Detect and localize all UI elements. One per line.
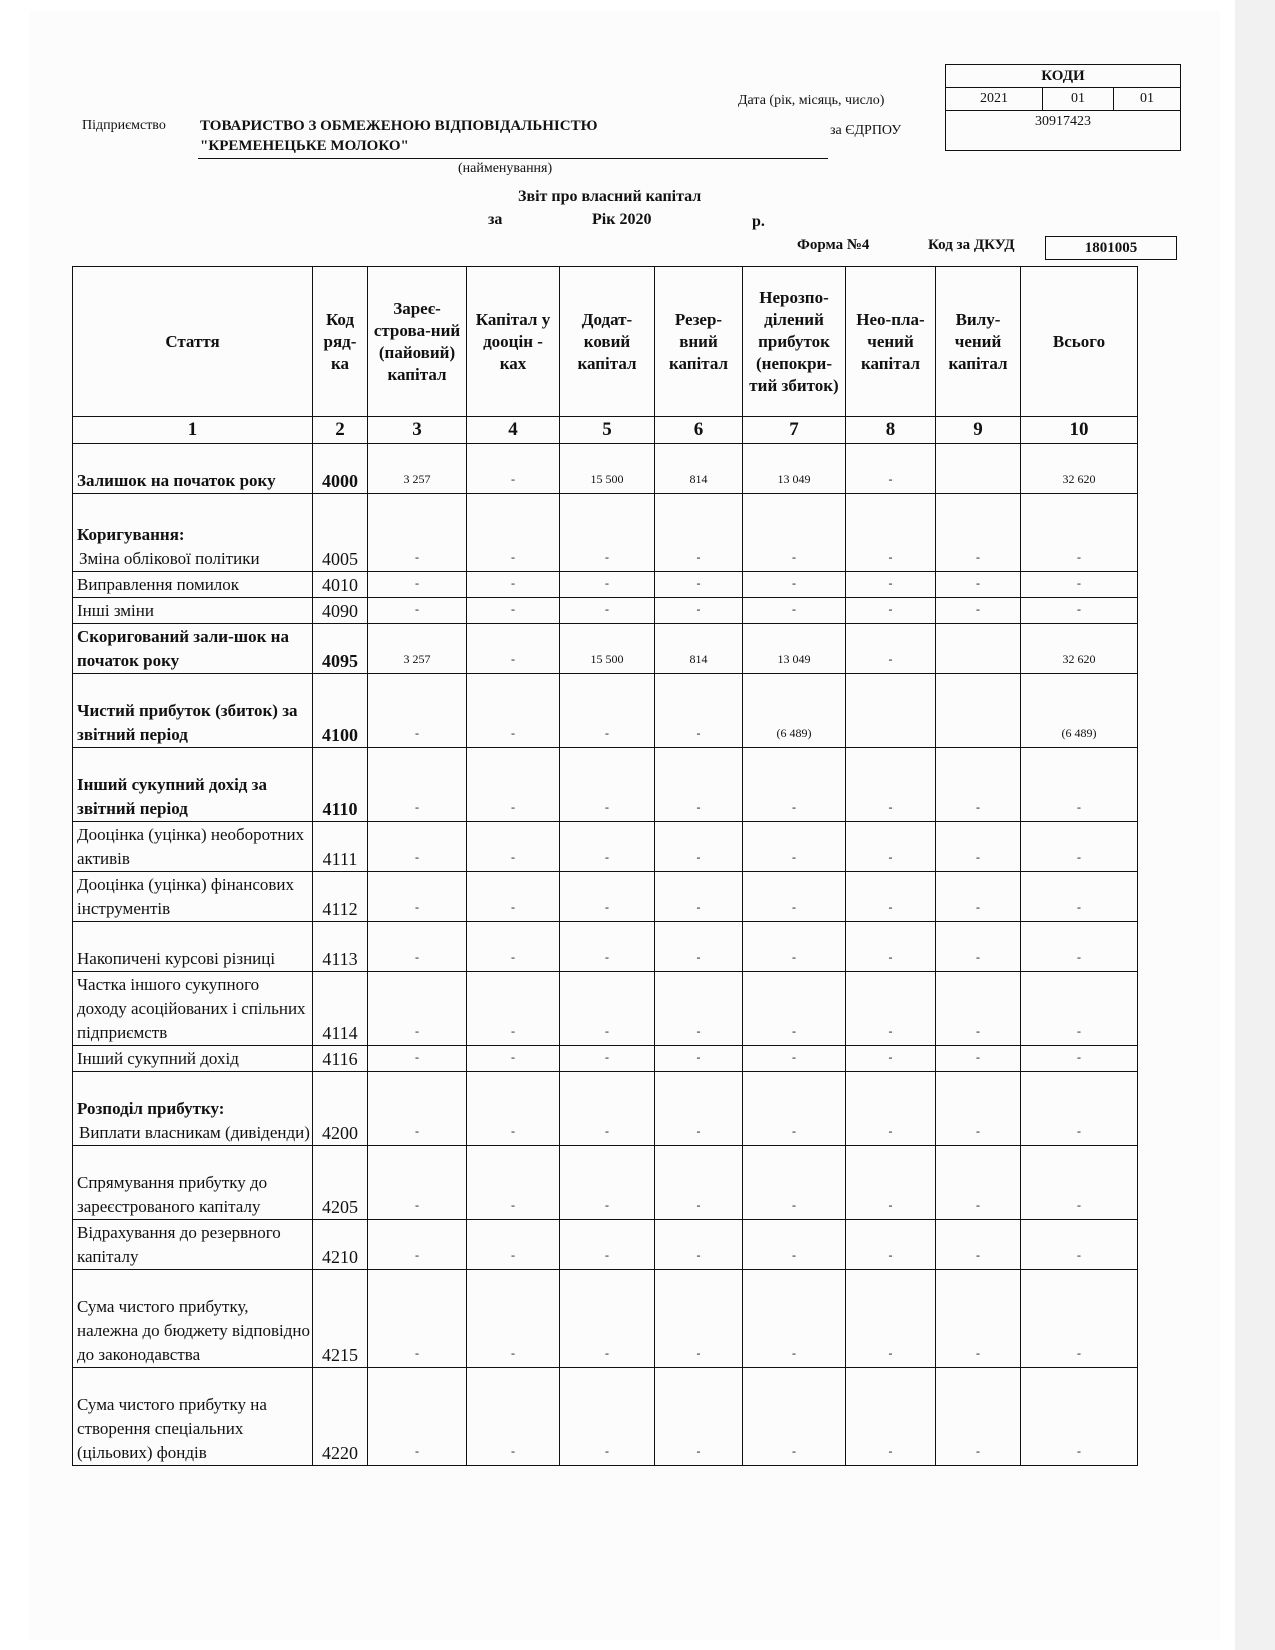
row-label [73, 872, 313, 922]
table-row [73, 922, 1138, 972]
row-code: 4210 [313, 1220, 368, 1270]
scan-edge [1235, 0, 1275, 1650]
cell-col-7: - [743, 1220, 846, 1270]
cell-col-7: 13 049 [743, 444, 846, 494]
cell-col-9: - [936, 1146, 1021, 1220]
row-label [73, 922, 313, 972]
row-title: Залишок на початок року [77, 471, 276, 490]
cell-col-8: - [846, 972, 936, 1046]
row-title: Коригування: [77, 525, 185, 544]
cell-col-3: - [368, 1046, 467, 1072]
row-code: 4215 [313, 1270, 368, 1368]
cell-col-8: - [846, 822, 936, 872]
cell-col-4: - [467, 1146, 560, 1220]
cell-col-9: - [936, 748, 1021, 822]
cell-col-8: - [846, 1046, 936, 1072]
table-row [73, 972, 1138, 1046]
cell-col-4: - [467, 1270, 560, 1368]
row-label [73, 748, 313, 822]
column-header-8: Нео-пла-чений капітал [846, 267, 936, 417]
cell-col-5: - [560, 922, 655, 972]
table-row [73, 674, 1138, 748]
column-number-6: 6 [655, 417, 743, 444]
cell-col-7: (6 489) [743, 674, 846, 748]
dkud-code: 1801005 [1045, 236, 1177, 260]
cell-col-10: - [1021, 748, 1138, 822]
row-label [73, 598, 313, 624]
row-code: 4111 [313, 822, 368, 872]
cell-col-8: - [846, 1072, 936, 1146]
cell-col-4: - [467, 1046, 560, 1072]
cell-col-3: - [368, 748, 467, 822]
cell-col-8: - [846, 624, 936, 674]
cell-col-9: - [936, 494, 1021, 572]
edrpou-code: 30917423 [946, 111, 1181, 151]
row-code: 4110 [313, 748, 368, 822]
column-header-3: Зареє-строва-ний (пайовий) капітал [368, 267, 467, 417]
cell-col-3: - [368, 1220, 467, 1270]
row-code: 4114 [313, 972, 368, 1046]
row-code: 4112 [313, 872, 368, 922]
cell-col-4: - [467, 494, 560, 572]
row-subtitle: Зміна облікової політики [79, 549, 260, 568]
column-number-10: 10 [1021, 417, 1138, 444]
codes-table [945, 64, 1181, 151]
cell-col-7: - [743, 1368, 846, 1466]
enterprise-label: Підприємство [82, 118, 166, 133]
cell-col-6: - [655, 1220, 743, 1270]
column-header-7: Нерозпо-ділений прибуток (непокри-тий збиток) [743, 267, 846, 417]
cell-col-9: - [936, 598, 1021, 624]
cell-col-9: - [936, 1072, 1021, 1146]
cell-col-3: - [368, 1270, 467, 1368]
cell-col-5: - [560, 972, 655, 1046]
row-label [73, 1046, 313, 1072]
cell-col-9: - [936, 922, 1021, 972]
table-body [73, 444, 1138, 1466]
cell-col-5: - [560, 1072, 655, 1146]
cell-col-9 [936, 624, 1021, 674]
cell-col-4: - [467, 872, 560, 922]
cell-col-4: - [467, 624, 560, 674]
cell-col-9: - [936, 1220, 1021, 1270]
column-header-4: Капітал у дооцін - ках [467, 267, 560, 417]
cell-col-8: - [846, 572, 936, 598]
row-code: 4200 [313, 1072, 368, 1146]
row-code: 4095 [313, 624, 368, 674]
dkud-label: Код за ДКУД [928, 237, 1015, 253]
cell-col-6: - [655, 1368, 743, 1466]
codes-title: КОДИ [946, 65, 1181, 88]
enterprise-name-underline [198, 158, 828, 159]
cell-col-10: - [1021, 972, 1138, 1046]
date-day: 01 [1114, 88, 1181, 111]
cell-col-7: - [743, 1146, 846, 1220]
enterprise-name-line2: "КРЕМЕНЕЦЬКЕ МОЛОКО" [200, 138, 409, 154]
row-title: Частка іншого сукупного доходу асоційованих і спільних підприємств [77, 975, 306, 1042]
column-number-5: 5 [560, 417, 655, 444]
cell-col-10: - [1021, 1146, 1138, 1220]
cell-col-9: - [936, 1046, 1021, 1072]
row-title: Дооцінка (уцінка) необоротних активів [77, 825, 305, 868]
row-label [73, 572, 313, 598]
cell-col-4: - [467, 1220, 560, 1270]
date-label: Дата (рік, місяць, число) [738, 93, 885, 108]
table-row [73, 494, 1138, 572]
column-number-1: 1 [73, 417, 313, 444]
cell-col-7: - [743, 922, 846, 972]
cell-col-9: - [936, 822, 1021, 872]
row-title: Спрямування прибутку до зареєстрованого капіталу [77, 1173, 268, 1216]
cell-col-5: - [560, 572, 655, 598]
cell-col-3: - [368, 872, 467, 922]
row-title: Виправлення помилок [77, 575, 240, 594]
row-label [73, 494, 313, 572]
cell-col-4: - [467, 674, 560, 748]
cell-col-6: - [655, 1146, 743, 1220]
cell-col-3: - [368, 494, 467, 572]
cell-col-6: - [655, 872, 743, 922]
cell-col-5: - [560, 494, 655, 572]
cell-col-7: - [743, 1270, 846, 1368]
column-header-2: Код ряд-ка [313, 267, 368, 417]
cell-col-5: 15 500 [560, 444, 655, 494]
row-label [73, 822, 313, 872]
cell-col-3: - [368, 972, 467, 1046]
cell-col-10: 32 620 [1021, 624, 1138, 674]
cell-col-5: - [560, 674, 655, 748]
cell-col-4: - [467, 598, 560, 624]
cell-col-5: - [560, 1146, 655, 1220]
row-label [73, 624, 313, 674]
row-title: Інший сукупний дохід [77, 1049, 239, 1068]
cell-col-10: - [1021, 1046, 1138, 1072]
row-code: 4005 [313, 494, 368, 572]
table-row [73, 748, 1138, 822]
report-title: Звіт про власний капітал [518, 188, 702, 205]
table-row [73, 1146, 1138, 1220]
cell-col-5: - [560, 822, 655, 872]
cell-col-7: - [743, 572, 846, 598]
cell-col-10: - [1021, 1220, 1138, 1270]
row-code: 4113 [313, 922, 368, 972]
row-title: Чистий прибуток (збиток) за звітний період [77, 701, 298, 744]
cell-col-8: - [846, 1220, 936, 1270]
cell-col-5: - [560, 1046, 655, 1072]
cell-col-9: - [936, 572, 1021, 598]
cell-col-6: - [655, 494, 743, 572]
cell-col-4: - [467, 572, 560, 598]
cell-col-3: - [368, 1146, 467, 1220]
cell-col-4: - [467, 1368, 560, 1466]
row-label [73, 972, 313, 1046]
cell-col-10: - [1021, 494, 1138, 572]
column-number-2: 2 [313, 417, 368, 444]
enterprise-name-line1: ТОВАРИСТВО З ОБМЕЖЕНОЮ ВІДПОВІДАЛЬНІСТЮ [200, 118, 598, 134]
cell-col-6: - [655, 1046, 743, 1072]
cell-col-9: - [936, 872, 1021, 922]
column-header-9: Вилу-чений капітал [936, 267, 1021, 417]
table-row [73, 572, 1138, 598]
cell-col-4: - [467, 1072, 560, 1146]
column-number-8: 8 [846, 417, 936, 444]
cell-col-7: - [743, 494, 846, 572]
row-label [73, 1270, 313, 1368]
cell-col-7: - [743, 1046, 846, 1072]
cell-col-8: - [846, 1270, 936, 1368]
cell-col-5: - [560, 598, 655, 624]
row-code: 4116 [313, 1046, 368, 1072]
cell-col-6: 814 [655, 624, 743, 674]
table-row [73, 1072, 1138, 1146]
row-label [73, 1072, 313, 1146]
cell-col-9 [936, 674, 1021, 748]
table-row [73, 444, 1138, 494]
cell-col-6: - [655, 922, 743, 972]
column-header-5: Додат-ковий капітал [560, 267, 655, 417]
cell-col-7: - [743, 872, 846, 922]
name-caption: (найменування) [458, 161, 553, 176]
cell-col-7: - [743, 598, 846, 624]
cell-col-3: - [368, 674, 467, 748]
row-code: 4010 [313, 572, 368, 598]
cell-col-4: - [467, 972, 560, 1046]
cell-col-3: - [368, 922, 467, 972]
cell-col-3: - [368, 1072, 467, 1146]
cell-col-6: - [655, 1072, 743, 1146]
cell-col-9: - [936, 1368, 1021, 1466]
cell-col-10: - [1021, 1368, 1138, 1466]
cell-col-8: - [846, 748, 936, 822]
cell-col-10: - [1021, 1072, 1138, 1146]
header-row [73, 267, 1138, 417]
table-row [73, 1368, 1138, 1466]
period-suffix: р. [752, 213, 765, 230]
cell-col-8: - [846, 872, 936, 922]
cell-col-7: - [743, 1072, 846, 1146]
cell-col-10: - [1021, 872, 1138, 922]
date-year: 2021 [946, 88, 1043, 111]
table-row [73, 872, 1138, 922]
cell-col-4: - [467, 444, 560, 494]
cell-col-3: - [368, 572, 467, 598]
column-number-row [73, 417, 1138, 444]
cell-col-8: - [846, 1368, 936, 1466]
row-code: 4000 [313, 444, 368, 494]
row-code: 4220 [313, 1368, 368, 1466]
cell-col-10: 32 620 [1021, 444, 1138, 494]
row-code: 4205 [313, 1146, 368, 1220]
column-header-1: Стаття [73, 267, 313, 417]
cell-col-7: - [743, 972, 846, 1046]
column-number-9: 9 [936, 417, 1021, 444]
cell-col-4: - [467, 822, 560, 872]
equity-statement-table [72, 266, 1138, 1466]
table-row [73, 822, 1138, 872]
column-number-3: 3 [368, 417, 467, 444]
cell-col-6: - [655, 572, 743, 598]
cell-col-3: - [368, 1368, 467, 1466]
cell-col-8: - [846, 444, 936, 494]
cell-col-10: - [1021, 598, 1138, 624]
cell-col-7: - [743, 822, 846, 872]
cell-col-6: - [655, 748, 743, 822]
cell-col-4: - [467, 922, 560, 972]
row-title: Сума чистого прибутку, належна до бюджету відповідно до законодавства [77, 1297, 311, 1364]
row-title: Скоригований зали-шок на початок року [77, 627, 289, 670]
cell-col-8 [846, 674, 936, 748]
table-row [73, 1220, 1138, 1270]
cell-col-6: - [655, 598, 743, 624]
cell-col-10: - [1021, 822, 1138, 872]
cell-col-7: 13 049 [743, 624, 846, 674]
cell-col-3: - [368, 598, 467, 624]
table-row [73, 624, 1138, 674]
date-month: 01 [1043, 88, 1114, 111]
cell-col-10: - [1021, 572, 1138, 598]
table-row [73, 1046, 1138, 1072]
cell-col-6: - [655, 1270, 743, 1368]
cell-col-6: - [655, 972, 743, 1046]
row-code: 4090 [313, 598, 368, 624]
cell-col-8: - [846, 1146, 936, 1220]
cell-col-10: - [1021, 1270, 1138, 1368]
table-row [73, 1270, 1138, 1368]
cell-col-8: - [846, 494, 936, 572]
table-row [73, 598, 1138, 624]
cell-col-9: - [936, 972, 1021, 1046]
row-title: Відрахування до резервного капіталу [77, 1223, 281, 1266]
row-title: Розподіл прибутку: [77, 1099, 225, 1118]
edrpou-label: за ЄДРПОУ [830, 123, 902, 138]
row-code: 4100 [313, 674, 368, 748]
cell-col-6: - [655, 822, 743, 872]
cell-col-5: - [560, 872, 655, 922]
cell-col-5: - [560, 748, 655, 822]
cell-col-6: 814 [655, 444, 743, 494]
row-title: Інший сукупний дохід за звітний період [77, 775, 267, 818]
cell-col-8: - [846, 598, 936, 624]
cell-col-9: - [936, 1270, 1021, 1368]
cell-col-5: 15 500 [560, 624, 655, 674]
cell-col-5: - [560, 1368, 655, 1466]
row-subtitle: Виплати власникам (дивіденди) [79, 1123, 310, 1142]
cell-col-4: - [467, 748, 560, 822]
row-label [73, 1220, 313, 1270]
cell-col-9 [936, 444, 1021, 494]
cell-col-3: 3 257 [368, 444, 467, 494]
form-label: Форма №4 [797, 237, 870, 253]
cell-col-10: (6 489) [1021, 674, 1138, 748]
row-label [73, 674, 313, 748]
cell-col-6: - [655, 674, 743, 748]
cell-col-5: - [560, 1220, 655, 1270]
row-title: Інші зміни [77, 601, 154, 620]
row-title: Дооцінка (уцінка) фінансових інструментів [77, 875, 294, 918]
cell-col-5: - [560, 1270, 655, 1368]
row-label [73, 1368, 313, 1466]
cell-col-3: 3 257 [368, 624, 467, 674]
column-header-6: Резер-вний капітал [655, 267, 743, 417]
column-number-4: 4 [467, 417, 560, 444]
row-label [73, 1146, 313, 1220]
period-prefix: за [488, 211, 503, 228]
cell-col-10: - [1021, 922, 1138, 972]
column-number-7: 7 [743, 417, 846, 444]
period-value: Рік 2020 [592, 211, 652, 228]
cell-col-7: - [743, 748, 846, 822]
row-title: Накопичені курсові різниці [77, 949, 276, 968]
row-label [73, 444, 313, 494]
cell-col-3: - [368, 822, 467, 872]
column-header-10: Всього [1021, 267, 1138, 417]
row-title: Сума чистого прибутку на створення спеціальних (цільових) фондів [77, 1395, 267, 1462]
cell-col-8: - [846, 922, 936, 972]
